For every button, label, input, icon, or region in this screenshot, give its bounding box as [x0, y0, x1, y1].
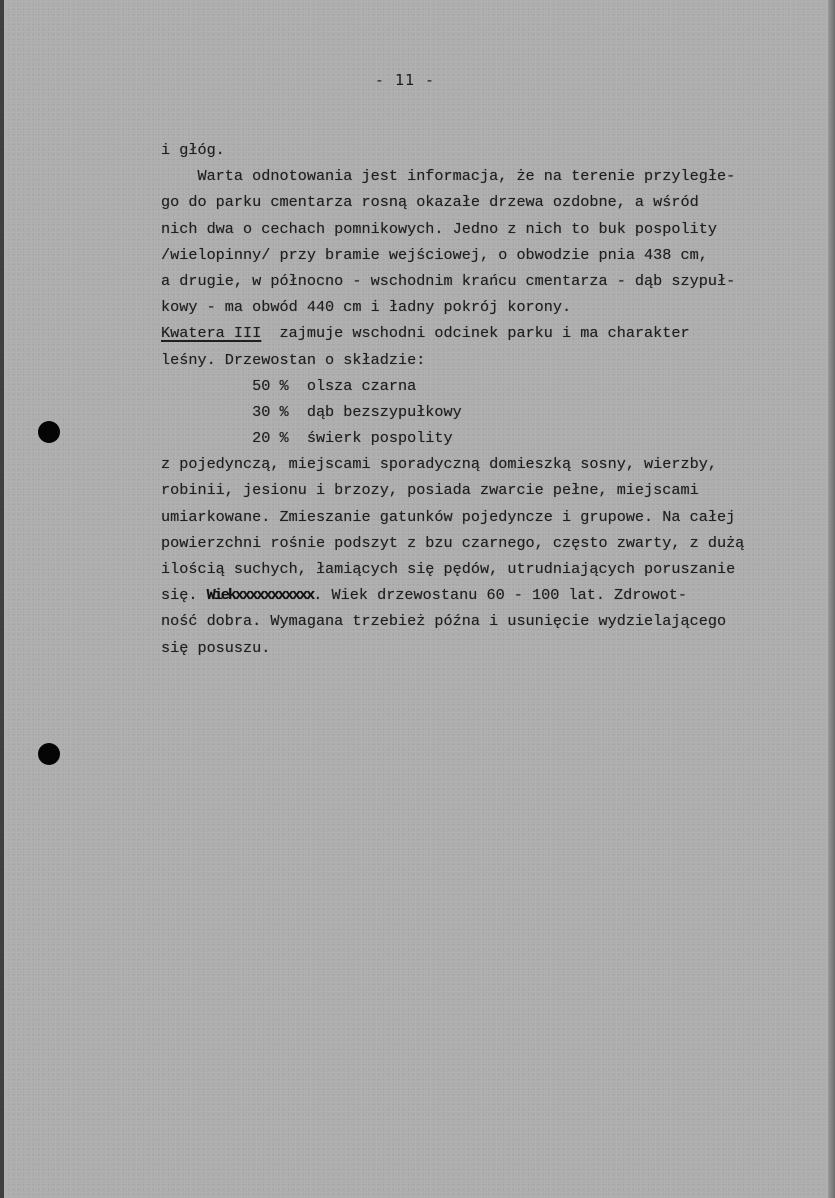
- text-line: [161, 373, 826, 399]
- punch-hole-top: [38, 421, 60, 443]
- text-line: [161, 294, 826, 320]
- text-line: [161, 268, 826, 294]
- text-line: [161, 635, 826, 661]
- page-left-edge-shadow: [0, 0, 4, 1198]
- text-segment: zajmuje wschodni odcinek parku i ma charakter: [261, 324, 690, 343]
- text-line: [161, 425, 826, 451]
- text-line: [161, 504, 826, 530]
- text-line: [161, 216, 826, 242]
- text-segment: /wielopinny/ przy bramie wejściowej, o obwodzie pnia 438 cm,: [161, 245, 708, 264]
- struck-out-text: Wiekxxxxxxxxxxx: [206, 586, 314, 605]
- underlined-heading: Kwatera III: [161, 324, 262, 343]
- text-segment: z pojedynczą, miejscami sporadyczną domieszką sosny, wierzby,: [161, 455, 717, 474]
- text-line: [161, 347, 826, 373]
- text-segment: go do parku cmentarza rosną okazałe drzewa ozdobne, a wśród: [161, 193, 699, 212]
- text-line: [161, 320, 826, 346]
- text-segment: leśny. Drzewostan o składzie:: [161, 350, 426, 369]
- page-right-edge-shadow: [828, 0, 835, 1198]
- text-line: [161, 530, 826, 556]
- typed-text-body: [161, 137, 826, 661]
- text-line: [161, 451, 826, 477]
- page-number: - 11 -: [374, 71, 436, 89]
- text-segment: Warta odnotowania jest informacja, że na terenie przyległe-: [161, 167, 736, 186]
- text-line: [161, 399, 826, 425]
- text-segment: 50 % olsza czarna: [161, 376, 417, 395]
- text-segment: nich dwa o cechach pomnikowych. Jedno z nich to buk pospolity: [161, 219, 717, 238]
- text-segment: się posuszu.: [161, 638, 271, 657]
- text-segment: kowy - ma obwód 440 cm i ładny pokrój korony.: [161, 298, 572, 317]
- text-segment: 20 % świerk pospolity: [161, 429, 453, 448]
- text-segment: ność dobra. Wymagana trzebież późna i usunięcie wydzielającego: [161, 612, 727, 631]
- text-segment: się.: [161, 586, 207, 605]
- text-segment: . Wiek drzewostanu 60 - 100 lat. Zdrowot-: [313, 586, 687, 605]
- text-line: [161, 582, 826, 608]
- text-line: [161, 163, 826, 189]
- punch-hole-bottom: [38, 743, 60, 765]
- text-segment: a drugie, w północno - wschodnim krańcu cmentarza - dąb szypuł-: [161, 271, 736, 290]
- text-segment: 30 % dąb bezszypułkowy: [161, 402, 462, 421]
- text-line: [161, 556, 826, 582]
- text-line: [161, 242, 826, 268]
- text-line: [161, 137, 826, 163]
- text-segment: ilością suchych, łamiących się pędów, utrudniających poruszanie: [161, 560, 736, 578]
- text-segment: i głóg.: [161, 141, 225, 159]
- text-segment: robinii, jesionu i brzozy, posiada zwarcie pełne, miejscami: [161, 481, 699, 500]
- text-segment: powierzchni rośnie podszyt z bzu czarnego, często zwarty, z dużą: [161, 533, 745, 552]
- text-segment: umiarkowane. Zmieszanie gatunków pojedyncze i grupowe. Na całej: [161, 507, 736, 526]
- text-line: [161, 477, 826, 503]
- text-line: [161, 189, 826, 215]
- text-line: [161, 608, 826, 634]
